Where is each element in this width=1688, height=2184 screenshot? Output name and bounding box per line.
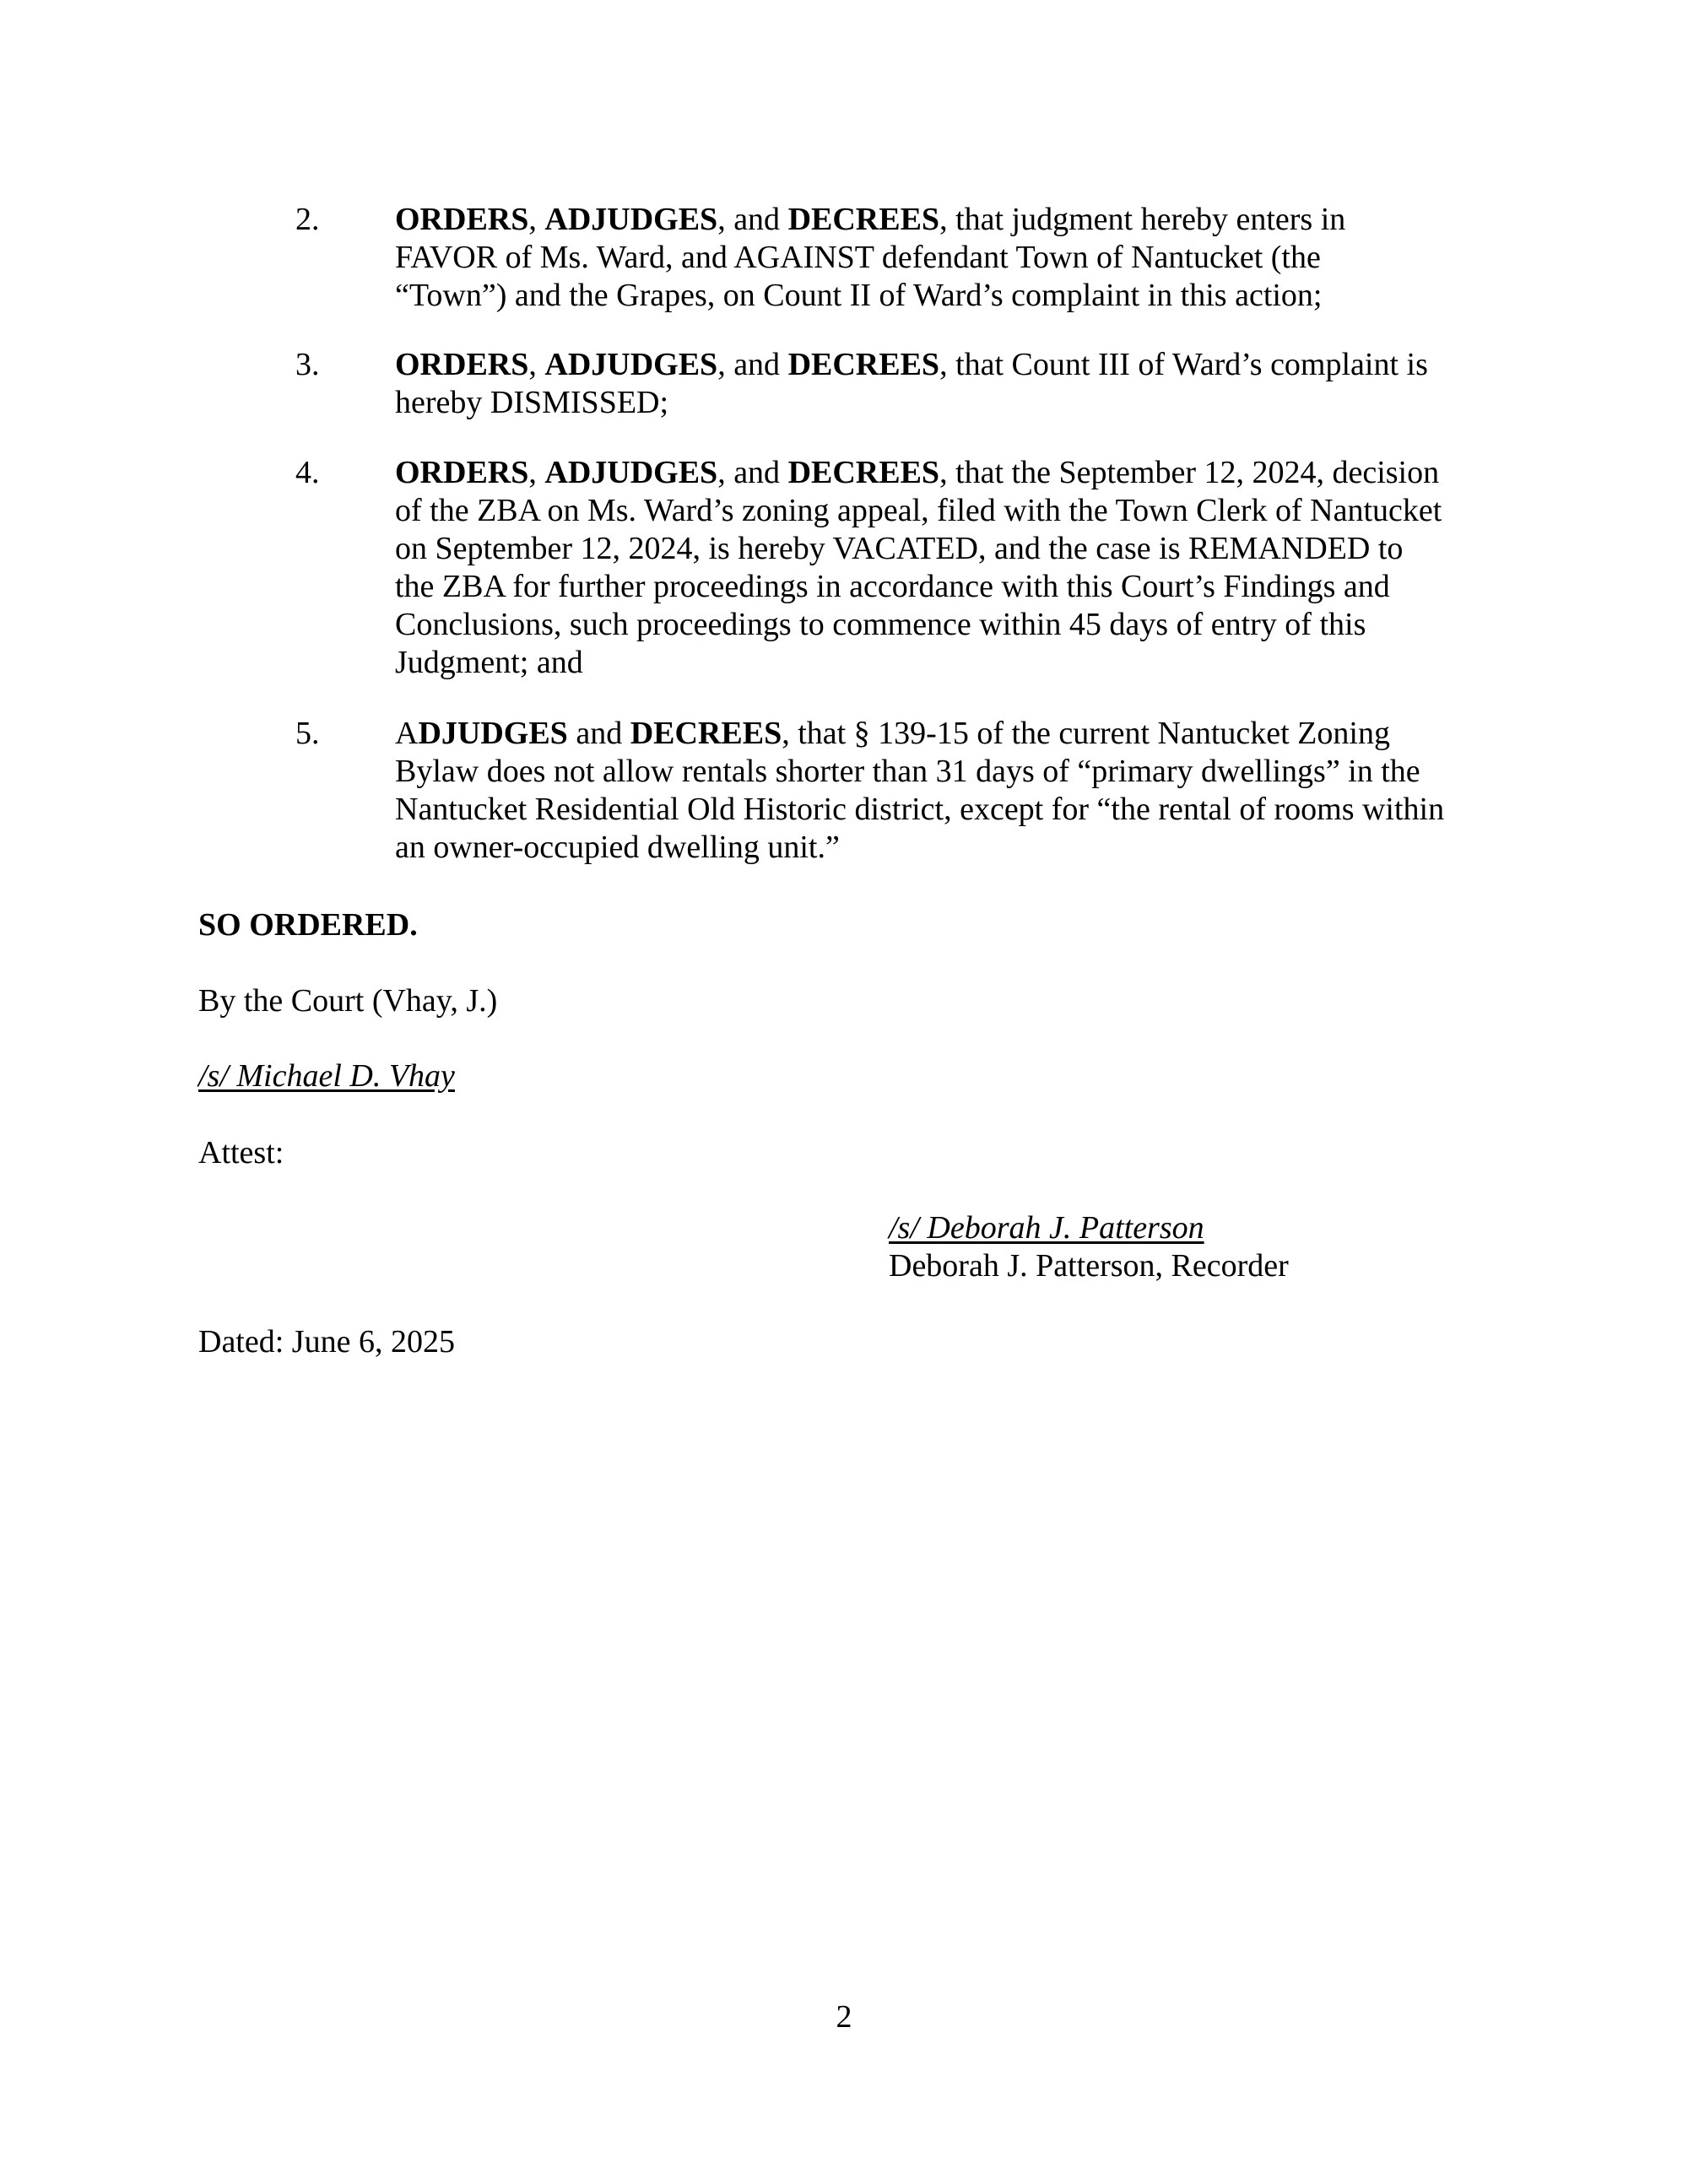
order-keyword: DECREES [787, 455, 940, 490]
order-text-segment: , and [717, 202, 788, 237]
order-text-line [395, 530, 1492, 568]
order-text-segment: , that Count III of Ward’s complaint is [939, 347, 1428, 382]
order-keyword: DECREES [787, 347, 940, 382]
order-text [395, 715, 1492, 867]
order-text-segment: of the ZBA on Ms. Ward’s zoning appeal, filed with the Town Clerk of Nantucket [395, 493, 1442, 528]
order-text-segment: “Town”) and the Grapes, on Count II of Ward’s complaint in this action; [395, 278, 1323, 313]
order-text-segment: , that the September 12, 2024, decision [939, 455, 1440, 490]
order-text-segment: , [528, 347, 545, 382]
order-text-line [395, 715, 1492, 753]
order-keyword: ORDERS [395, 202, 529, 237]
order-text-segment: Conclusions, such proceedings to commence within 45 days of entry of this [395, 607, 1366, 642]
order-text-segment: , and [717, 455, 788, 490]
recorder-signature-block [889, 1209, 1289, 1285]
order-text-segment: Nantucket Residential Old Historic district, except for “the rental of rooms within [395, 792, 1445, 827]
order-keyword: ORDERS [395, 347, 529, 382]
order-text-segment: , that judgment hereby enters in [939, 202, 1346, 237]
so-ordered-heading: SO ORDERED. [198, 907, 418, 943]
order-text [395, 201, 1492, 315]
order-text-segment: Judgment; and [395, 645, 583, 680]
by-the-court-line: By the Court (Vhay, J.) [198, 983, 498, 1019]
order-number: 5. [295, 716, 320, 751]
page-number: 2 [836, 1999, 852, 2035]
order-text-segment: and [567, 716, 630, 751]
order-text-segment: , that § 139-15 of the current Nantucket Zoning [782, 716, 1390, 751]
order-text-segment: an owner-occupied dwelling unit.” [395, 830, 840, 865]
order-keyword: ADJUDGES [544, 202, 718, 237]
order-text-segment: , and [717, 347, 788, 382]
order-number: 3. [295, 347, 320, 382]
order-text-line [395, 239, 1492, 277]
order-keyword: DECREES [630, 716, 782, 751]
order-text-segment: , [528, 455, 545, 490]
order-text-segment: A [395, 716, 419, 751]
order-keyword: ADJUDGES [544, 347, 718, 382]
order-text-line [395, 201, 1492, 239]
order-text-line [395, 277, 1492, 315]
order-keyword: DECREES [787, 202, 940, 237]
order-text [395, 454, 1492, 682]
order-text-line [395, 454, 1492, 492]
order-text-segment: FAVOR of Ms. Ward, and AGAINST defendant Town of Nantucket (the [395, 240, 1321, 275]
order-keyword: ADJUDGES [544, 455, 718, 490]
order-text-line [395, 791, 1492, 829]
attest-label: Attest: [198, 1135, 284, 1170]
order-text [395, 346, 1492, 422]
order-text-line [395, 829, 1492, 867]
order-text-segment: Bylaw does not allow rentals shorter than 31 days of “primary dwellings” in the [395, 754, 1420, 789]
order-text-line [395, 753, 1492, 791]
judge-signature: /s/ Michael D. Vhay [198, 1058, 455, 1094]
recorder-signature: /s/ Deborah J. Patterson [889, 1210, 1204, 1246]
order-number: 2. [295, 202, 320, 237]
order-text-line [395, 492, 1492, 530]
order-text-line [395, 606, 1492, 644]
order-text-line [395, 346, 1492, 384]
order-text-line [395, 568, 1492, 606]
order-text-line [395, 384, 1492, 422]
order-number: 4. [295, 455, 320, 490]
order-text-segment: the ZBA for further proceedings in accordance with this Court’s Findings and [395, 569, 1390, 604]
order-text-segment: hereby DISMISSED; [395, 385, 669, 420]
order-text-segment: , [528, 202, 545, 237]
recorder-name: Deborah J. Patterson, Recorder [889, 1248, 1289, 1284]
order-text-line [395, 644, 1492, 682]
order-text-segment: on September 12, 2024, is hereby VACATED, and the case is REMANDED to [395, 531, 1404, 566]
dated-line: Dated: June 6, 2025 [198, 1324, 455, 1360]
order-keyword: DJUDGES [418, 716, 568, 751]
order-keyword: ORDERS [395, 455, 529, 490]
